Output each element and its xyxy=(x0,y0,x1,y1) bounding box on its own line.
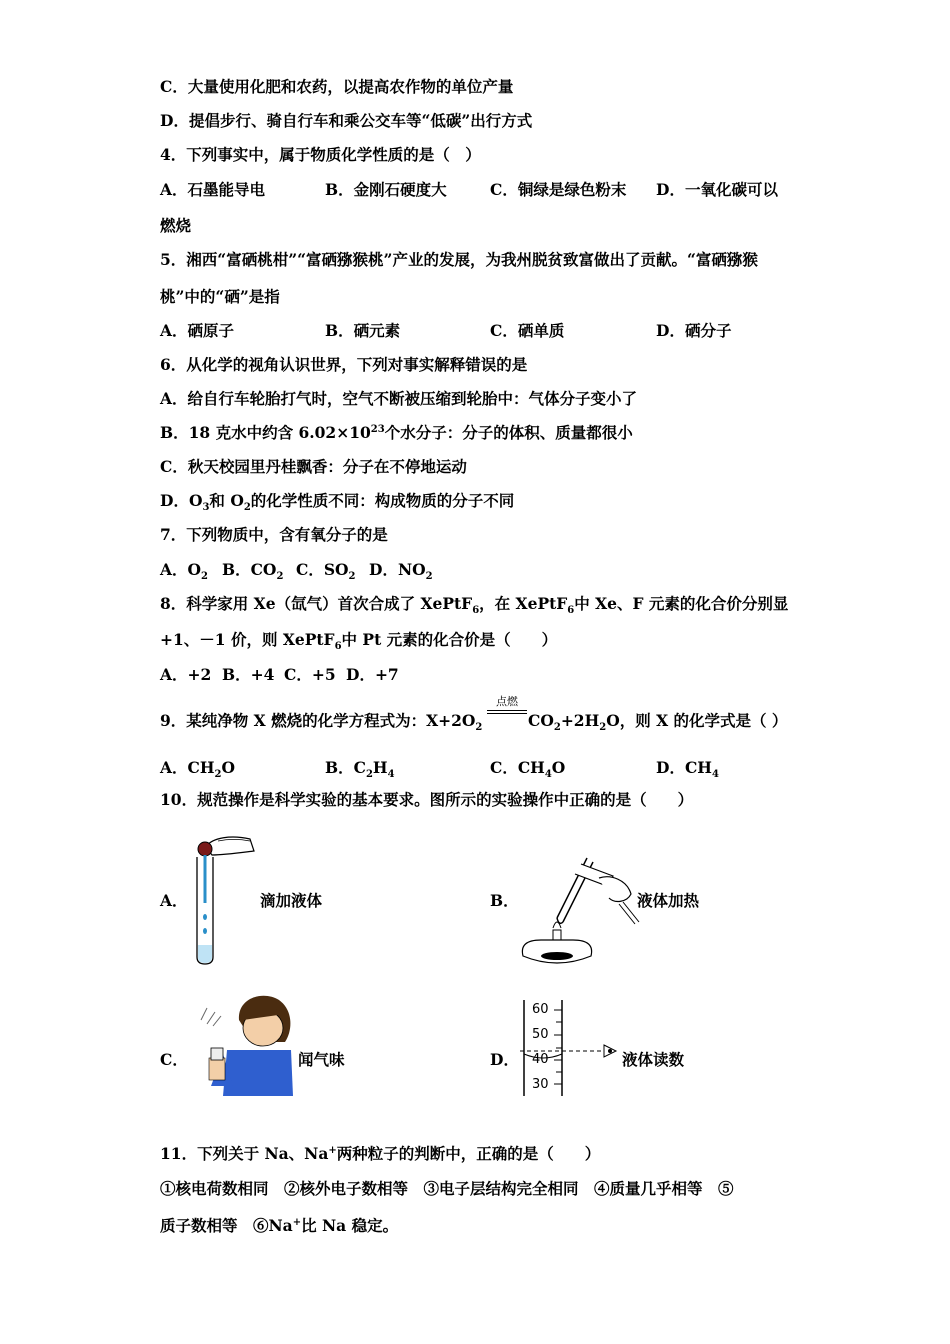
q4-option-c: C．铜绿是绿色粉末 xyxy=(490,180,627,199)
q9-stem-left xyxy=(160,711,483,734)
q9-opt-c-s: 4 xyxy=(544,769,552,781)
q6-option-d xyxy=(160,491,515,514)
q7-option-b-text: B．CO xyxy=(222,560,277,579)
q5-option-a: A．硒原子 xyxy=(160,321,235,340)
q9-eq-line-bottom xyxy=(487,713,527,714)
q8-stem-2a: +1、－1 价，则 XePtF xyxy=(160,630,335,649)
q10-stem: 10．规范操作是科学实验的基本要求。图所示的实验操作中正确的是（ ） xyxy=(160,790,694,809)
q8-option-a: A．+2 xyxy=(160,665,212,684)
q4-option-d-cont: 燃烧 xyxy=(160,216,192,235)
q10-option-c-caption: 闻气味 xyxy=(298,1050,345,1069)
q7-option-b xyxy=(222,560,284,583)
q6-option-a: A．给自行车轮胎打气时，空气不断被压缩到轮胎中：气体分子变小了 xyxy=(160,389,638,408)
q7-option-c-sub: 2 xyxy=(348,571,356,583)
q7-option-a-text: A．O xyxy=(160,560,202,579)
q11-line3-a: 质子数相等 ⑥Na xyxy=(160,1216,293,1235)
q8-stem-1b: ，在 XePtF xyxy=(479,594,568,613)
q10-option-b-caption: 液体加热 xyxy=(637,891,700,910)
q10-option-d-caption: 液体读数 xyxy=(622,1050,685,1069)
q6-option-b xyxy=(160,423,633,443)
q4-stem: 4．下列事实中，属于物质化学性质的是（ ） xyxy=(160,145,481,164)
q9-opt-d-1: D．CH xyxy=(656,758,712,777)
q6-stem: 6．从化学的视角认识世界，下列对事实解释错误的是 xyxy=(160,355,528,374)
q10-option-a-letter: A． xyxy=(160,891,188,910)
cylinder-tick-60: 60 xyxy=(532,1002,549,1017)
q9-option-a xyxy=(160,758,235,781)
q8-stem-2s: 6 xyxy=(334,641,342,653)
q5-option-c: C．硒单质 xyxy=(490,321,565,340)
q8-stem-1s1: 6 xyxy=(472,605,480,617)
q9-opt-a-1: A．CH xyxy=(160,758,215,777)
q9-opt-a-2: O xyxy=(221,758,235,777)
q9-stem-c: +2H xyxy=(560,711,600,730)
heating-figure xyxy=(515,846,640,968)
q7-option-a-sub: 2 xyxy=(201,571,208,583)
q9-stem-s3: 2 xyxy=(599,722,607,734)
q6-option-d-s1: 3 xyxy=(202,502,210,514)
q8-stem-1c: 中 Xe、F 元素的化合价分别显 xyxy=(574,594,789,613)
q6-option-d-s2: 2 xyxy=(243,502,251,514)
q9-opt-b-s1: 2 xyxy=(365,769,373,781)
q3-option-c: C．大量使用化肥和农药，以提高农作物的单位产量 xyxy=(160,77,514,96)
q8-stem-2b: 中 Pt 元素的化合价是（ ） xyxy=(341,630,558,649)
q9-opt-d-s: 4 xyxy=(711,769,719,781)
q9-stem-a: 9．某纯净物 X 燃烧的化学方程式为：X+2O xyxy=(160,711,476,730)
q6-option-b-sup: 23 xyxy=(370,423,385,435)
q8-option-c: C．+5 xyxy=(284,665,336,684)
q11-stem-a: 11．下列关于 Na、Na xyxy=(160,1144,329,1163)
q9-opt-c-1: C．CH xyxy=(490,758,545,777)
q9-opt-b-2: H xyxy=(372,758,388,777)
q8-option-b: B．+4 xyxy=(222,665,275,684)
q9-opt-b-s2: 4 xyxy=(387,769,395,781)
cylinder-tick-50: 50 xyxy=(532,1027,549,1042)
q11-line3-sup: + xyxy=(292,1216,302,1228)
q10-option-a-caption: 滴加液体 xyxy=(260,891,323,910)
q11-stem-b: 两种粒子的判断中，正确的是（ ） xyxy=(336,1144,601,1163)
q8-stem-line1 xyxy=(160,594,789,617)
cylinder-tick-40: 40 xyxy=(532,1052,549,1067)
q8-option-d: D．+7 xyxy=(346,665,399,684)
q3-option-d: D．提倡步行、骑自行车和乘公交车等“低碳”出行方式 xyxy=(160,111,533,130)
cylinder-tick-30: 30 xyxy=(532,1077,549,1092)
q8-stem-1s2: 6 xyxy=(567,605,575,617)
smelling-figure xyxy=(193,990,298,1098)
q4-option-a: A．石墨能导电 xyxy=(160,180,266,199)
q7-option-c xyxy=(296,560,356,583)
q9-option-c xyxy=(490,758,566,781)
q11-stem-sup: + xyxy=(328,1144,337,1156)
q9-opt-b-1: B．C xyxy=(325,758,366,777)
q9-opt-a-s: 2 xyxy=(214,769,222,781)
q10-option-d-letter: D． xyxy=(490,1050,519,1069)
q6-option-c: C．秋天校园里丹桂飘香：分子在不停地运动 xyxy=(160,457,467,476)
q11-stem xyxy=(160,1144,600,1164)
q5-option-d: D．硒分子 xyxy=(656,321,732,340)
q6-option-d-p3: 的化学性质不同：构成物质的分子不同 xyxy=(250,491,515,510)
q6-option-d-p1: D．O xyxy=(160,491,203,510)
q6-option-d-p2: 和 O xyxy=(209,491,244,510)
q7-stem: 7．下列物质中，含有氧分子的是 xyxy=(160,525,388,544)
q4-option-d: D．一氧化碳可以 xyxy=(656,180,778,199)
q4-option-b: B．金刚石硬度大 xyxy=(325,180,447,199)
dropper-figure xyxy=(188,833,260,965)
q7-option-d-text: D．NO xyxy=(369,560,426,579)
q7-option-d-sub: 2 xyxy=(425,571,433,583)
q9-option-b xyxy=(325,758,395,781)
q11-line3 xyxy=(160,1216,398,1236)
q8-stem-1a: 8．科学家用 Xe（氙气）首次合成了 XePtF xyxy=(160,594,473,613)
q5-option-b: B．硒元素 xyxy=(325,321,401,340)
q9-stem-right xyxy=(528,711,788,734)
q6-option-b-pre: B．18 克水中约含 6.02×10 xyxy=(160,423,371,442)
q7-option-c-text: C．SO xyxy=(296,560,349,579)
q7-option-d xyxy=(369,560,433,583)
q9-stem-d: O，则 X 的化学式是（ ） xyxy=(606,711,788,730)
q7-option-a xyxy=(160,560,208,583)
q6-option-b-post: 个水分子：分子的体积、质量都很小 xyxy=(384,423,633,442)
q10-option-c-letter: C． xyxy=(160,1050,188,1069)
q9-stem-b: CO xyxy=(528,711,554,730)
q9-option-d xyxy=(656,758,719,781)
q8-stem-line2 xyxy=(160,630,558,653)
q11-line3-b: 比 Na 稳定。 xyxy=(301,1216,399,1235)
q9-stem-s1: 2 xyxy=(475,722,483,734)
q11-line2: ①核电荷数相同 ②核外电子数相等 ③电子层结构完全相同 ④质量几乎相等 ⑤ xyxy=(160,1179,734,1198)
q9-condition: 点燃 xyxy=(496,695,518,708)
q5-stem-line1: 5．湘西“富硒桃柑”“富硒猕猴桃”产业的发展，为我州脱贫致富做出了贡献。“富硒猕猴 xyxy=(160,250,758,269)
q9-eq-line-top xyxy=(487,710,527,711)
q9-opt-c-2: O xyxy=(551,758,566,777)
q9-stem-s2: 2 xyxy=(553,722,561,734)
q10-option-b-letter: B． xyxy=(490,891,519,910)
q7-option-b-sub: 2 xyxy=(276,571,284,583)
q5-stem-line2: 桃”中的“硒”是指 xyxy=(160,287,280,306)
